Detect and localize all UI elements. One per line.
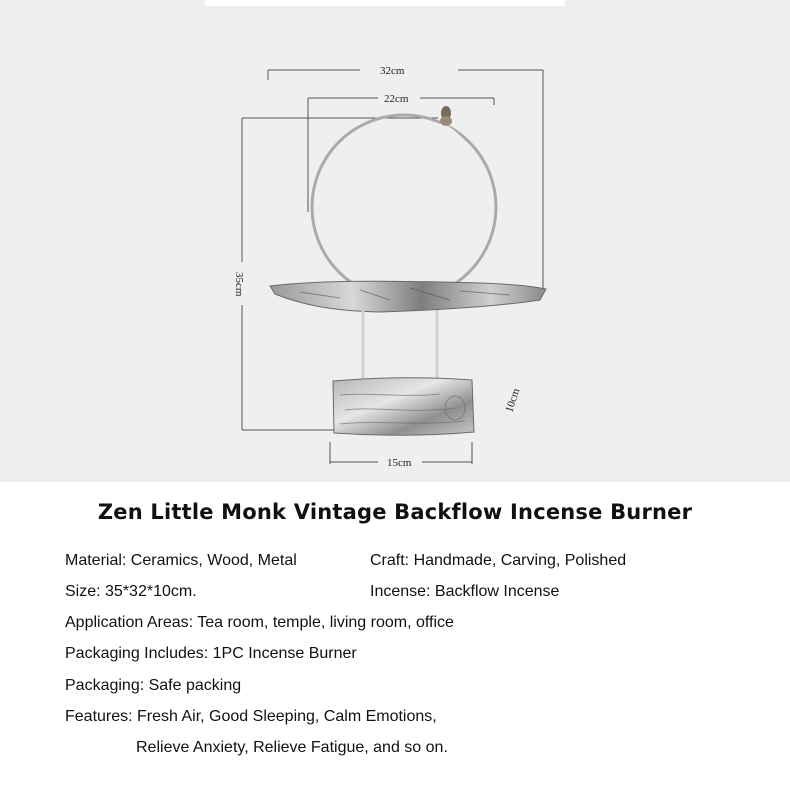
spec-material: Material: Ceramics, Wood, Metal: [65, 552, 297, 569]
label-35cm: 35cm: [233, 272, 245, 297]
label-10cm: 10cm: [503, 386, 523, 414]
support-rods: [363, 310, 437, 378]
label-15cm: 15cm: [387, 457, 412, 469]
spec-packaging-includes: Packaging Includes: 1PC Incense Burner: [65, 645, 357, 662]
spec-packaging: Packaging: Safe packing: [65, 677, 242, 694]
spec-features: Features: Fresh Air, Good Sleeping, Calm Emotions,: [65, 708, 437, 725]
spec-size: Size: 35*32*10cm.: [65, 583, 197, 600]
metal-ring: [312, 115, 496, 299]
label-32cm: 32cm: [380, 65, 405, 77]
spec-incense: Incense: Backflow Incense: [370, 583, 560, 600]
wooden-base: [333, 378, 474, 435]
label-22cm: 22cm: [384, 93, 409, 105]
spec-application: Application Areas: Tea room, temple, living room, office: [65, 614, 454, 631]
spec-features-continued: Relieve Anxiety, Relieve Fatigue, and so on.: [136, 739, 448, 756]
stone-platform: [270, 281, 546, 312]
product-title: Zen Little Monk Vintage Backflow Incense Burner: [97, 500, 693, 524]
spec-craft: Craft: Handmade, Carving, Polished: [370, 552, 627, 569]
little-monk-figure: [440, 106, 452, 126]
